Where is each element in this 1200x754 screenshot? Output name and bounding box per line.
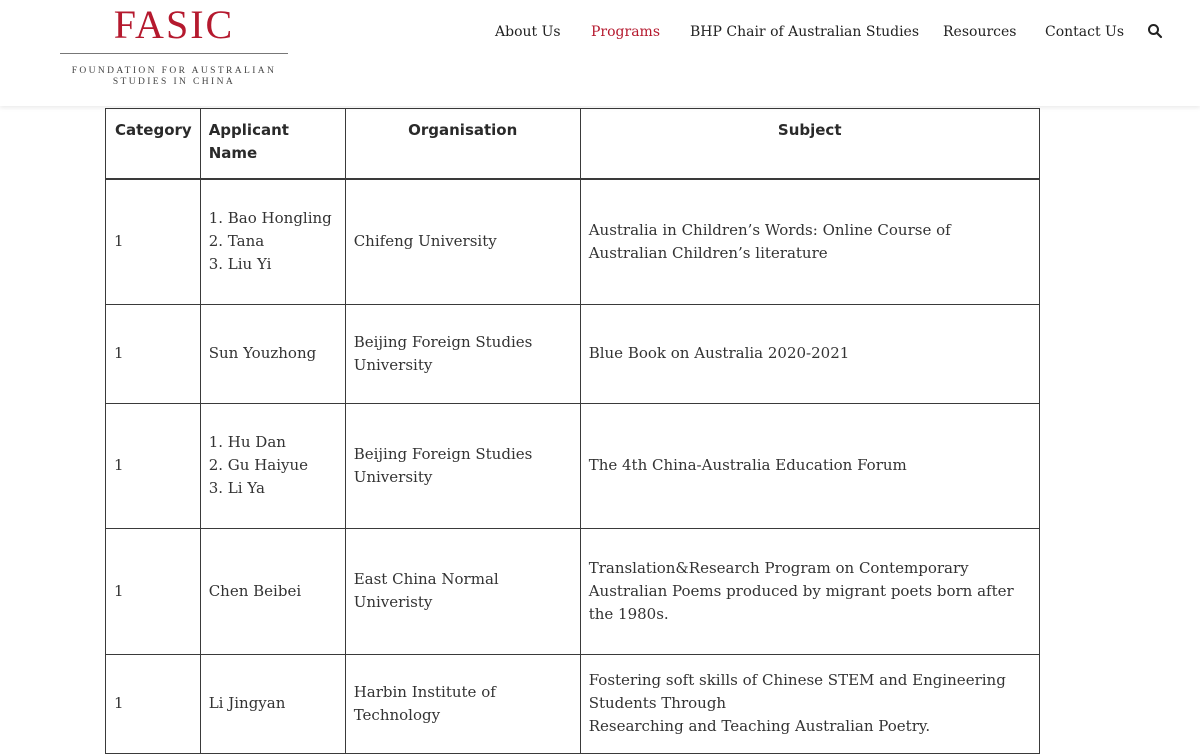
cell-applicant-name	[200, 403, 345, 528]
organisation-text: Beijing Foreign Studies	[353, 332, 533, 351]
subject-text: Translation&Research Program on Contemporary	[588, 558, 969, 577]
logo-wordmark: FASIC	[113, 2, 235, 47]
table-row	[106, 403, 1040, 528]
applicant-name: Li Jingyan	[208, 694, 286, 712]
table-row	[106, 654, 1040, 753]
applicant-name: 2. Tana	[208, 232, 265, 250]
cell-subject	[580, 528, 1039, 654]
cell-applicant-name	[200, 304, 345, 403]
nav-item-programs[interactable]: Programs	[591, 24, 661, 40]
column-header-subject: Subject	[580, 109, 1039, 179]
organisation-text: Univeristy	[353, 593, 433, 611]
site-header	[0, 0, 1200, 106]
nav-item-resources[interactable]: Resources	[943, 24, 1017, 40]
cell-organisation	[345, 528, 580, 654]
organisation-text: University	[353, 355, 433, 374]
applicant-name: Sun Youzhong	[208, 344, 317, 362]
cell-category: 1	[106, 528, 201, 654]
search-icon[interactable]	[1147, 23, 1163, 39]
nav-item-bhp-chair[interactable]: BHP Chair of Australian Studies	[690, 24, 920, 40]
applicant-name: 1. Hu Dan	[208, 433, 286, 451]
subject-text: Students Through	[588, 694, 727, 712]
applicant-name: 2. Gu Haiyue	[208, 456, 309, 474]
table-header-row	[106, 109, 1040, 179]
cell-category: 1	[106, 403, 201, 528]
grants-table	[105, 108, 1040, 754]
cell-organisation	[345, 179, 580, 305]
column-header-category: Category	[106, 109, 201, 179]
subject-text: Blue Book on Australia 2020-2021	[588, 344, 850, 362]
cell-category: 1	[106, 654, 201, 753]
organisation-text: Beijing Foreign Studies	[353, 444, 533, 463]
cell-subject	[580, 179, 1039, 305]
table-row	[106, 304, 1040, 403]
organisation-text: University	[353, 467, 433, 486]
column-header-applicant-name: Applicant Name	[200, 109, 345, 179]
column-header-organisation: Organisation	[345, 109, 580, 179]
organisation-text: Chifeng University	[353, 232, 497, 250]
subject-text: Fostering soft skills of Chinese STEM and Engineering	[588, 671, 1006, 689]
applicant-name: 1. Bao Hongling	[208, 209, 332, 227]
applicant-name: 3. Liu Yi	[208, 255, 272, 273]
cell-organisation	[345, 403, 580, 528]
applicant-name: Chen Beibei	[208, 581, 302, 600]
table-row	[106, 528, 1040, 654]
site-logo[interactable]	[60, 0, 288, 100]
subject-text: Australian Poems produced by migrant poets born after	[588, 581, 1014, 600]
organisation-text: Technology	[353, 705, 441, 724]
cell-applicant-name	[200, 179, 345, 305]
cell-organisation	[345, 304, 580, 403]
table-row	[106, 179, 1040, 305]
cell-category: 1	[106, 179, 201, 305]
cell-subject	[580, 654, 1039, 753]
logo-subtitle-line-2: STUDIES IN CHINA	[112, 77, 236, 87]
subject-text: Researching and Teaching Australian Poetry.	[588, 717, 931, 735]
subject-text: The 4th China-Australia Education Forum	[588, 456, 907, 474]
nav-item-contact-us[interactable]: Contact Us	[1045, 24, 1125, 40]
grants-table-container	[105, 108, 1040, 754]
subject-text: Australia in Children’s Words: Online Course of	[588, 220, 951, 239]
cell-category: 1	[106, 304, 201, 403]
organisation-text: Harbin Institute of	[353, 682, 496, 701]
cell-applicant-name	[200, 654, 345, 753]
cell-subject	[580, 403, 1039, 528]
subject-text: the 1980s.	[588, 604, 669, 623]
organisation-text: East China Normal	[353, 570, 499, 588]
logo-subtitle	[60, 66, 288, 88]
applicant-name: 3. Li Ya	[208, 479, 265, 497]
logo-subtitle-line-1: FOUNDATION FOR AUSTRALIAN	[71, 66, 277, 76]
cell-organisation	[345, 654, 580, 753]
cell-applicant-name	[200, 528, 345, 654]
subject-text: Australian Children’s literature	[588, 243, 828, 262]
logo-divider	[60, 53, 288, 54]
nav-item-about-us[interactable]: About Us	[495, 24, 561, 40]
cell-subject	[580, 304, 1039, 403]
